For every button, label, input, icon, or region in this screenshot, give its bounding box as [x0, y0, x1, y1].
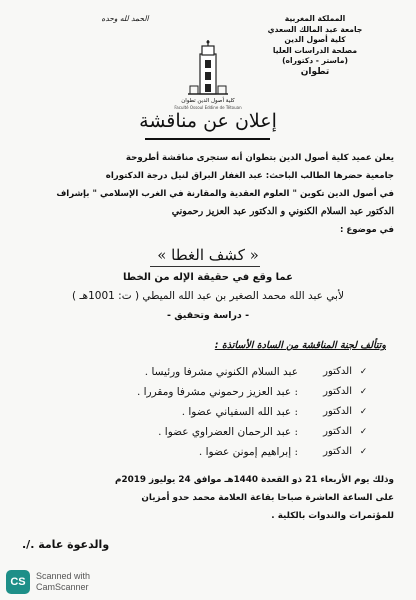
header-line-service: مصلحة الدراسات العليا — [272, 45, 358, 55]
header-line-kingdom: المملكة المغربية — [284, 14, 346, 23]
check-bullet-icon: ✓ — [359, 387, 368, 397]
thesis-title: « كشف الغطا » — [157, 246, 259, 264]
member-name: : عبد الله السفياني عضوا . — [181, 406, 298, 418]
member-role: الدكتور — [323, 426, 352, 437]
title-underline — [145, 138, 270, 140]
member-role: الدكتور — [323, 386, 352, 397]
institution-header — [240, 14, 390, 77]
date-line: وذلك يوم الأربعاء 21 ذو القعدة 1440هـ موافق 24 يوليوز 2019م — [115, 475, 394, 485]
body-line-3: في أصول الدين تكوين " العلوم العقدية والمقارنة في الغرب الإسلامي " بإشراف — [56, 189, 394, 199]
member-name: : عبد الرحمان العضراوي عضوا . — [158, 426, 298, 438]
committee-member — [48, 444, 368, 464]
scanner-line-2: CamScanner — [36, 582, 89, 592]
header-line-university: جامعة عبد المالك السعدي — [267, 24, 363, 34]
committee-member — [48, 364, 368, 384]
venue-line: على الساعة العاشرة صباحا بقاعة العلامة محمد حدو أمزيان — [141, 493, 394, 503]
venue-line-2: للمؤتمرات والندوات بالكلية . — [271, 511, 394, 521]
scanner-line-1: Scanned with — [36, 571, 91, 581]
header-line-programs: (ماستر - دكتوراه) — [282, 56, 348, 65]
member-role: الدكتور — [323, 446, 352, 457]
announcement-title: إعلان عن مناقشة — [139, 110, 277, 132]
thesis-note: - دراسة وتحقيق - — [166, 310, 250, 321]
header-line-faculty: كلية أصول الدين — [284, 35, 346, 44]
thesis-title-underline — [150, 266, 260, 267]
subject-intro: في موضوع : — [339, 225, 394, 235]
committee-member — [48, 424, 368, 444]
member-name: : إبراهيم إمونن عضوا . — [198, 446, 298, 458]
basmala-header: الحمد لله وحده — [101, 14, 149, 23]
logo-caption: كلية أصول الدين تطوان — [181, 98, 235, 104]
committee-member — [48, 384, 368, 404]
check-bullet-icon: ✓ — [359, 427, 368, 437]
body-line-2: جامعية حضرها الطالب الباحث: عبد الغفار البراق لنيل درجة الدكتوراه — [105, 171, 394, 181]
check-bullet-icon: ✓ — [359, 367, 368, 377]
thesis-subtitle: عما وقع في حقيقة الإله من الخطا — [123, 272, 293, 283]
closing-invitation: والدعوة عامة ./. — [22, 538, 110, 551]
camscanner-logo-icon: CS — [6, 570, 30, 594]
check-bullet-icon: ✓ — [359, 407, 368, 417]
check-bullet-icon: ✓ — [359, 447, 368, 457]
camscanner-watermark — [6, 570, 126, 596]
thesis-author: لأبي عبد الله محمد الصغير بن عبد الله الميطي ( ت: 1001هـ ) — [72, 290, 344, 302]
committee-heading: وتتألف لجنة المناقشة من السادة الأساتذة : — [214, 340, 386, 351]
member-role: الدكتور — [323, 406, 352, 417]
member-role: الدكتور — [323, 366, 352, 377]
member-name: عبد السلام الكنوني مشرفا ورئيسا . — [144, 366, 298, 378]
supervisors-line: الدكتور عبد السلام الكنوني و الدكتور عبد العزيز رحموني — [171, 206, 394, 217]
member-name: : عبد العزيز رحموني مشرفا ومقررا . — [136, 386, 298, 398]
logo-caption-fr: Faculté Ossoul Eddine de Tétouan — [174, 105, 242, 110]
body-line-1: يعلن عميد كلية أصول الدين بتطوان أنه ستجرى مناقشة أطروحة — [125, 153, 394, 163]
header-line-city: تطوان — [300, 66, 330, 77]
committee-member — [48, 404, 368, 424]
faculty-logo — [174, 40, 242, 110]
minaret-icon — [178, 40, 238, 98]
